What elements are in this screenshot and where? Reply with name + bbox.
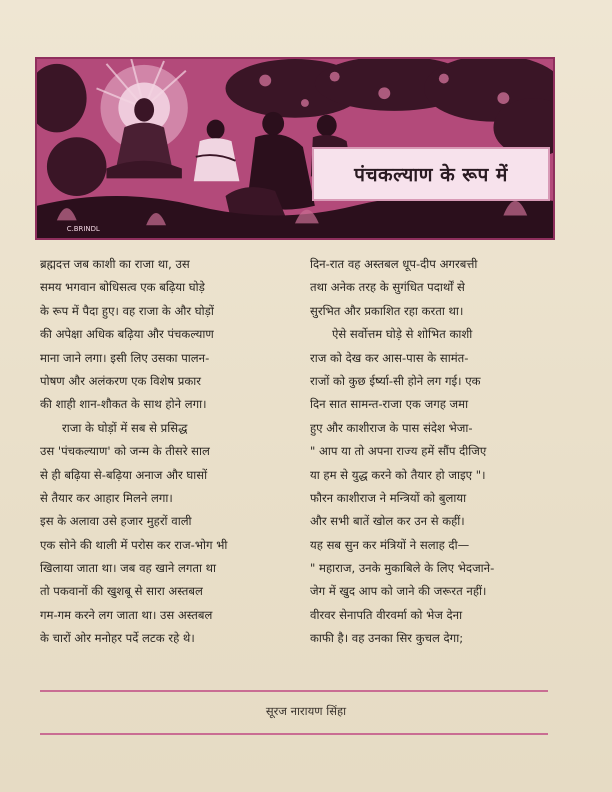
- body-line: उस 'पंचकल्याण' को जन्म के तीसरे साल: [40, 444, 210, 459]
- body-line: के रूप में पैदा हुए। वह राजा के और घोड़ों: [40, 303, 214, 318]
- body-line: ब्रह्मदत्त जब काशी का राजा था, उस: [40, 257, 190, 271]
- body-line: से ही बढ़िया से-बढ़िया अनाज और घासों: [40, 467, 208, 482]
- body-line: काफी है। वह उनका सिर कुचल देगा;: [310, 631, 464, 646]
- body-line: जेग में खुद आप को जाने की जरूरत नहीं।: [310, 584, 487, 599]
- body-line: एक सोने की थाली में परोस कर राज-भोग भी: [40, 537, 228, 552]
- body-line: सुरभित और प्रकाशित रहा करता था।: [310, 303, 464, 318]
- body-line: " आप या तो अपना राज्य हमें सौंप दीजिए: [310, 444, 487, 459]
- body-line: तो पकवानों की खुशबू से सारा अस्तबल: [40, 584, 203, 599]
- body-line: या हम से युद्ध करने को तैयार हो जाइए "।: [310, 467, 486, 482]
- body-line: माना जाने लगा। इसी लिए उसका पालन-: [40, 350, 210, 365]
- body-line: फौरन काशीराज ने मन्त्रियों को बुलाया: [310, 490, 467, 505]
- story-title: पंचकल्याण के रूप में: [354, 164, 508, 186]
- body-line: " महाराज, उनके मुकाबिले के लिए भेदजाने-: [310, 561, 495, 576]
- body-line: और सभी बातें खोल कर उन से कहीं।: [310, 514, 465, 529]
- body-line: समय भगवान बोधिसत्व एक बढ़िया घोड़े: [40, 280, 205, 295]
- body-line: यह सब सुन कर मंत्रियों ने सलाह दी—: [310, 537, 470, 552]
- body-line: खिलाया जाता था। जब वह खाने लगता था: [40, 561, 217, 576]
- story-title-box: [312, 147, 550, 201]
- body-line: राज को देख कर आस-पास के सामंत-: [310, 350, 469, 365]
- body-line: की अपेक्षा अधिक बढ़िया और पंचकल्याण: [40, 327, 214, 342]
- body-line: की शाही शान-शौकत के साथ होने लगा।: [40, 397, 207, 412]
- body-line: से तैयार कर आहार मिलने लगा।: [40, 490, 173, 505]
- left-column: [40, 253, 290, 651]
- footer-divider-top: [40, 690, 548, 692]
- right-column: [310, 253, 560, 651]
- body-line: के चारों ओर मनोहर पर्दे लटक रहे थे।: [40, 631, 195, 646]
- body-line: पोषण और अलंकरण एक विशेष प्रकार: [40, 373, 202, 388]
- body-line: इस के अलावा उसे हजार मुहरों वाली: [40, 514, 192, 529]
- artist-signature: C.BRINDL: [66, 225, 100, 234]
- footer-divider-bottom: [40, 733, 548, 735]
- body-line: ऐसे सर्वोत्तम घोड़े से शोभित काशी: [332, 327, 473, 342]
- body-line: तथा अनेक तरह के सुगंधित पदार्थों से: [310, 280, 465, 295]
- author-byline: सूरज नारायण सिंहा: [265, 704, 347, 718]
- body-line: दिन-रात वह अस्तबल धूप-दीप अगरबत्ती: [310, 257, 478, 271]
- body-line: राजा के घोड़ों में सब से प्रसिद्ध: [62, 420, 188, 435]
- body-line: गम-गम करने लग जाता था। उस अस्तबल: [40, 607, 213, 622]
- body-line: हुए और काशीराज के पास संदेश भेजा-: [310, 420, 473, 435]
- body-line: राजों को कुछ ईर्ष्या-सी होने लग गई। एक: [310, 373, 481, 388]
- body-line: वीरवर सेनापति वीरवर्मा को भेज देना: [310, 607, 463, 622]
- body-line: दिन सात सामन्त-राजा एक जगह जमा: [310, 397, 469, 412]
